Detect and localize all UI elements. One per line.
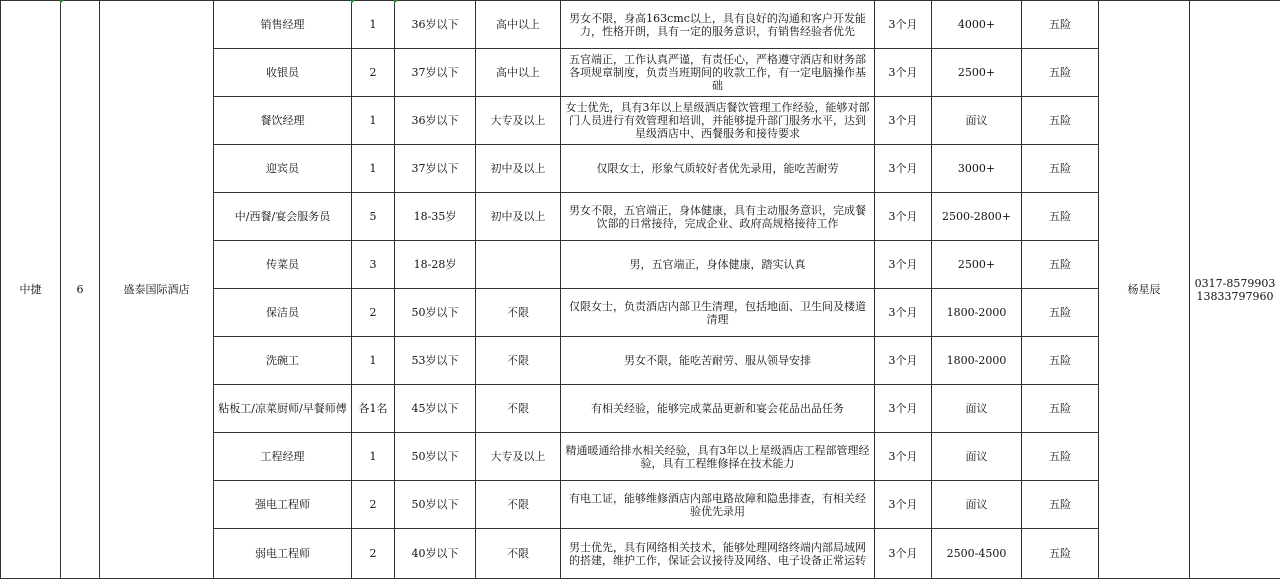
salary-cell: 1800-2000 <box>932 337 1022 385</box>
requirements-cell: 女士优先，具有3年以上星级酒店餐饮管理工作经验，能够对部门人员进行有效管理和培训，并能够提升部门服务水平，达到星级酒店中、西餐服务和接待要求 <box>561 97 875 145</box>
requirements-cell: 仅限女士，负责酒店内部卫生清理，包括地面、卫生间及楼道清理 <box>561 289 875 337</box>
probation-cell: 3个月 <box>875 193 932 241</box>
salary-cell: 2500-4500 <box>932 529 1022 579</box>
age-cell: 50岁以下 <box>395 481 476 529</box>
table-body <box>1 1 1280 579</box>
education-cell: 不限 <box>476 481 561 529</box>
probation-cell: 3个月 <box>875 385 932 433</box>
position-cell: 餐饮经理 <box>214 97 352 145</box>
education-cell: 不限 <box>476 337 561 385</box>
education-cell: 高中以上 <box>476 49 561 97</box>
insurance-cell: 五险 <box>1022 529 1099 579</box>
insurance-cell: 五险 <box>1022 145 1099 193</box>
age-cell: 40岁以下 <box>395 529 476 579</box>
position-cell: 销售经理 <box>214 1 352 49</box>
education-cell: 大专及以上 <box>476 97 561 145</box>
salary-cell: 2500-2800+ <box>932 193 1022 241</box>
salary-cell: 面议 <box>932 385 1022 433</box>
cell-comment-marker <box>351 0 355 4</box>
count-cell: 5 <box>352 193 395 241</box>
age-cell: 18-35岁 <box>395 193 476 241</box>
education-cell: 高中以上 <box>476 1 561 49</box>
education-cell: 初中及以上 <box>476 145 561 193</box>
probation-cell: 3个月 <box>875 529 932 579</box>
probation-cell: 3个月 <box>875 337 932 385</box>
position-cell: 收银员 <box>214 49 352 97</box>
requirements-cell: 男女不限，身高163cmc以上，具有良好的沟通和客户开发能力，性格开朗，具有一定的服务意识，有销售经验者优先 <box>561 1 875 49</box>
probation-cell: 3个月 <box>875 433 932 481</box>
count-cell: 3 <box>352 241 395 289</box>
position-cell: 粘板工/凉菜厨师/早餐师傅 <box>214 385 352 433</box>
probation-cell: 3个月 <box>875 49 932 97</box>
count-cell: 2 <box>352 289 395 337</box>
count-cell: 1 <box>352 97 395 145</box>
insurance-cell: 五险 <box>1022 433 1099 481</box>
probation-cell: 3个月 <box>875 145 932 193</box>
age-cell: 36岁以下 <box>395 1 476 49</box>
salary-cell: 2500+ <box>932 241 1022 289</box>
salary-cell: 4000+ <box>932 1 1022 49</box>
insurance-cell: 五险 <box>1022 289 1099 337</box>
insurance-cell: 五险 <box>1022 481 1099 529</box>
education-cell: 不限 <box>476 529 561 579</box>
probation-cell: 3个月 <box>875 241 932 289</box>
requirements-cell: 有相关经验，能够完成菜品更新和宴会花品出品任务 <box>561 385 875 433</box>
age-cell: 50岁以下 <box>395 289 476 337</box>
insurance-cell: 五险 <box>1022 49 1099 97</box>
company-cell: 盛泰国际酒店 <box>100 1 214 579</box>
cell-comment-marker <box>394 0 398 4</box>
count-cell: 2 <box>352 481 395 529</box>
position-cell: 工程经理 <box>214 433 352 481</box>
position-cell: 传菜员 <box>214 241 352 289</box>
requirements-cell: 男士优先，具有网络相关技术，能够处理网络终端内部局域网的搭建，维护工作，保证会议接待及网络、电子设备正常运转 <box>561 529 875 579</box>
insurance-cell: 五险 <box>1022 241 1099 289</box>
probation-cell: 3个月 <box>875 97 932 145</box>
table-row <box>1 1 1280 49</box>
salary-cell: 面议 <box>932 481 1022 529</box>
insurance-cell: 五险 <box>1022 97 1099 145</box>
count-cell: 1 <box>352 145 395 193</box>
age-cell: 50岁以下 <box>395 433 476 481</box>
count-cell: 1 <box>352 433 395 481</box>
index-cell: 6 <box>61 1 100 579</box>
salary-cell: 1800-2000 <box>932 289 1022 337</box>
probation-cell: 3个月 <box>875 289 932 337</box>
requirements-cell: 仅限女士，形象气质较好者优先录用，能吃苦耐劳 <box>561 145 875 193</box>
probation-cell: 3个月 <box>875 1 932 49</box>
insurance-cell: 五险 <box>1022 1 1099 49</box>
position-cell: 保洁员 <box>214 289 352 337</box>
age-cell: 45岁以下 <box>395 385 476 433</box>
education-cell: 不限 <box>476 289 561 337</box>
requirements-cell: 精通暖通给排水相关经验，具有3年以上星级酒店工程部管理经验，具有工程维修择在技术能力 <box>561 433 875 481</box>
phone-cell: 0317-8579903 13833797960 <box>1190 1 1280 579</box>
requirements-cell: 男女不限，能吃苦耐劳、服从领导安排 <box>561 337 875 385</box>
education-cell: 不限 <box>476 385 561 433</box>
count-cell: 2 <box>352 49 395 97</box>
count-cell: 1 <box>352 337 395 385</box>
position-cell: 弱电工程师 <box>214 529 352 579</box>
cell-comment-marker <box>60 0 64 4</box>
age-cell: 53岁以下 <box>395 337 476 385</box>
salary-cell: 2500+ <box>932 49 1022 97</box>
salary-cell: 3000+ <box>932 145 1022 193</box>
position-cell: 迎宾员 <box>214 145 352 193</box>
count-cell: 各1名 <box>352 385 395 433</box>
contact-name-cell: 杨星辰 <box>1099 1 1190 579</box>
region-cell: 中捷 <box>1 1 61 579</box>
insurance-cell: 五险 <box>1022 385 1099 433</box>
requirements-cell: 五官端正，工作认真严谨，有责任心，严格遵守酒店和财务部各项规章制度，负责当班期间的收款工作，有一定电脑操作基础 <box>561 49 875 97</box>
salary-cell: 面议 <box>932 433 1022 481</box>
insurance-cell: 五险 <box>1022 337 1099 385</box>
requirements-cell: 男，五官端正，身体健康，踏实认真 <box>561 241 875 289</box>
insurance-cell: 五险 <box>1022 193 1099 241</box>
education-cell: 初中及以上 <box>476 193 561 241</box>
education-cell: 大专及以上 <box>476 433 561 481</box>
position-cell: 强电工程师 <box>214 481 352 529</box>
position-cell: 洗碗工 <box>214 337 352 385</box>
requirements-cell: 有电工证，能够维修酒店内部电路故障和隐患排查，有相关经验优先录用 <box>561 481 875 529</box>
age-cell: 36岁以下 <box>395 97 476 145</box>
position-cell: 中/西餐/宴会服务员 <box>214 193 352 241</box>
education-cell <box>476 241 561 289</box>
count-cell: 1 <box>352 1 395 49</box>
count-cell: 2 <box>352 529 395 579</box>
age-cell: 37岁以下 <box>395 145 476 193</box>
age-cell: 18-28岁 <box>395 241 476 289</box>
requirements-cell: 男女不限，五官端正，身体健康，具有主动服务意识，完成餐饮部的日常接待，完成企业、政府高规格接待工作 <box>561 193 875 241</box>
age-cell: 37岁以下 <box>395 49 476 97</box>
probation-cell: 3个月 <box>875 481 932 529</box>
salary-cell: 面议 <box>932 97 1022 145</box>
